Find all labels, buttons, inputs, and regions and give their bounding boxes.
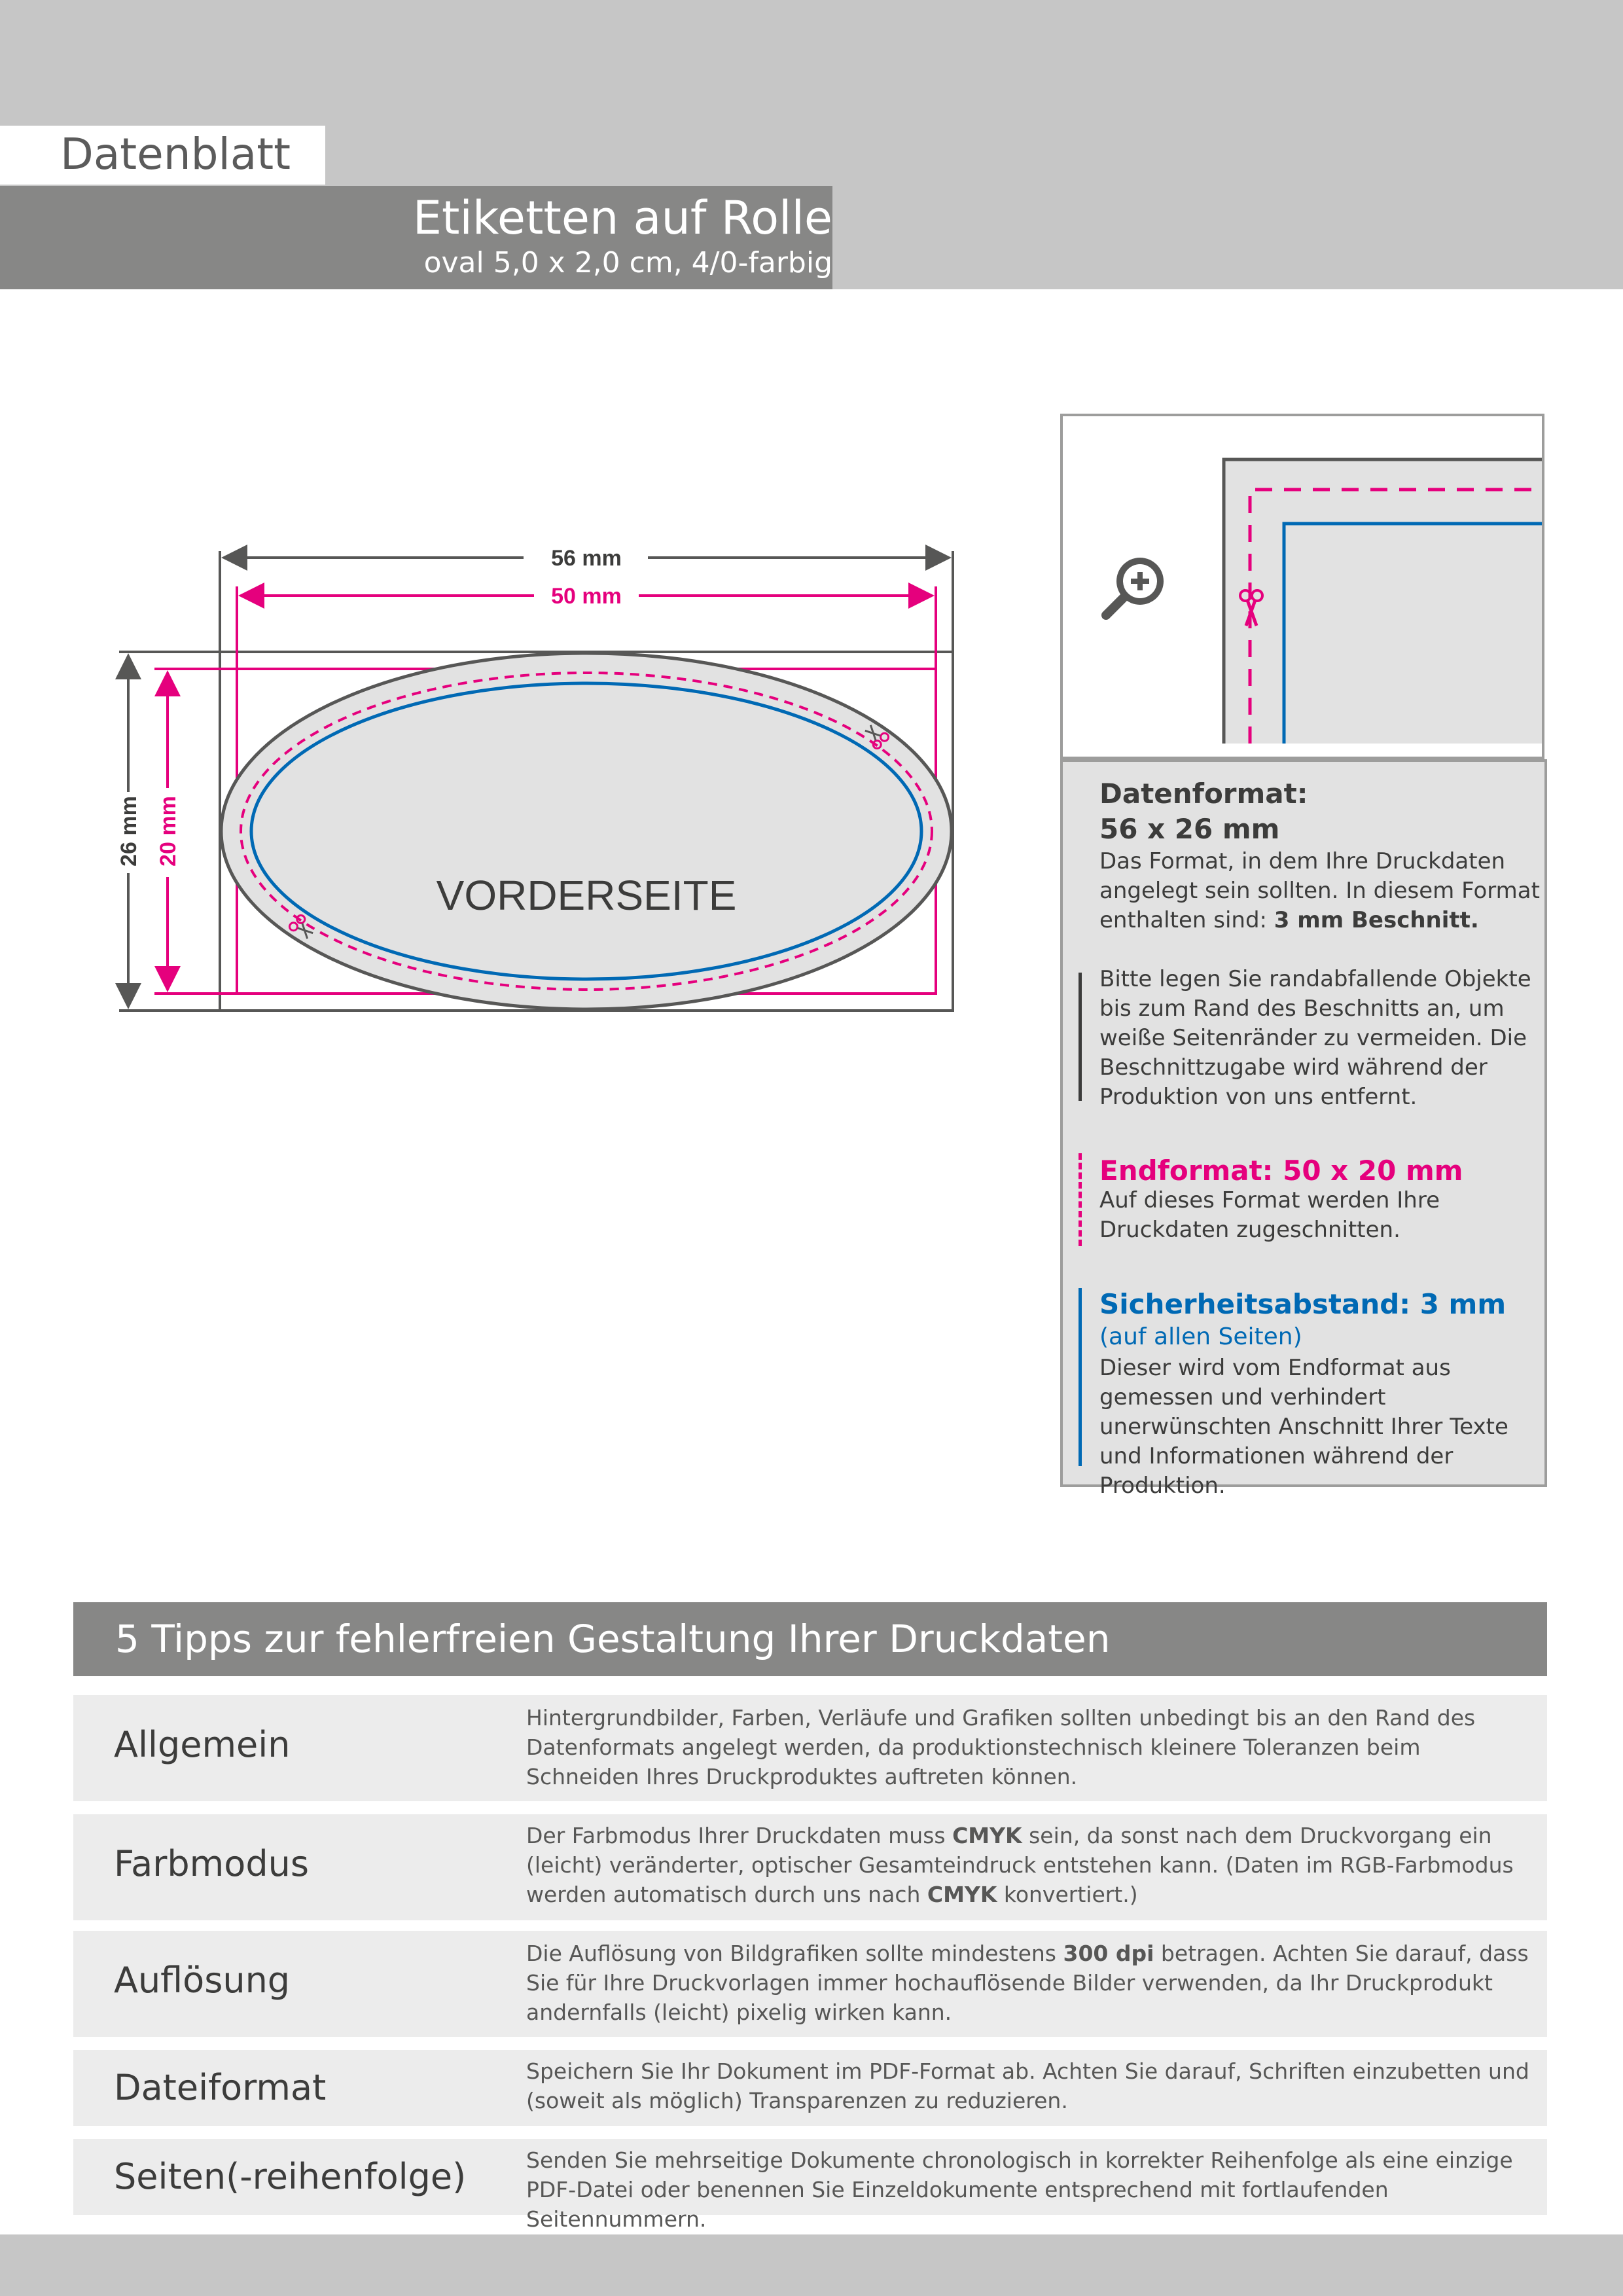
tip-text: Der Farbmodus Ihrer Druckdaten muss CMYK sein, da sonst nach dem Druckvorgang ein (leicht) veränderter, optischer Gesamteindruck entstehen kann. (Daten im RGB-Farbmodus werden automatisch durch uns nach CMYK konvertiert.): [526, 1823, 1514, 1907]
tip-label: Seiten(-reihenfolge): [114, 2156, 467, 2197]
width-total-label: 56 mm: [551, 546, 622, 571]
section-label: Datenblatt: [60, 129, 291, 179]
label-diagram: [0, 511, 995, 1047]
safety-bar: [1079, 1288, 1082, 1466]
safety-subtitle: (auf allen Seiten): [1099, 1323, 1302, 1350]
tip-label: Dateiformat: [114, 2067, 327, 2108]
side-label: VORDERSEITE: [436, 872, 737, 919]
height-total-label: 26 mm: [116, 796, 141, 867]
tips-title: 5 Tipps zur fehlerfreien Gestaltung Ihrer Druckdaten: [115, 1617, 1111, 1661]
datenformat-title: Datenformat:: [1099, 778, 1308, 810]
zoom-detail-box: [1060, 414, 1544, 759]
product-title: Etiketten auf Rolle: [412, 191, 832, 245]
datenformat-size: 56 x 26 mm: [1099, 813, 1280, 845]
datenformat-text: Das Format, in dem Ihre Druckdaten angelegt sein sollten. In diesem Format enthalten sind: 3 mm Beschnitt.: [1099, 848, 1540, 933]
safety-text: Dieser wird vom Endformat aus gemessen und verhindert unerwünschten Anschnitt Ihrer Texte und Informationen während der Produktion.: [1099, 1355, 1508, 1499]
bleed-bar: [1079, 973, 1082, 1101]
endformat-bar: [1079, 1153, 1082, 1246]
height-final-label: 20 mm: [156, 796, 181, 867]
label-outer-oval: [221, 653, 952, 1009]
tip-text: Speichern Sie Ihr Dokument im PDF-Format ab. Achten Sie darauf, Schriften einzubetten und (soweit als möglich) Transparenzen zu reduzieren.: [526, 2058, 1529, 2113]
footer-band: [0, 2234, 1623, 2296]
endformat-title: Endformat: 50 x 20 mm: [1099, 1155, 1463, 1187]
endformat-text: Auf dieses Format werden Ihre Druckdaten zugeschnitten.: [1099, 1187, 1440, 1243]
tip-label: Auflösung: [114, 1960, 291, 2001]
zoom-in-icon: [1106, 558, 1164, 615]
tip-text: Senden Sie mehrseitige Dokumente chronologisch in korrekter Reihenfolge als eine einzige PDF-Datei oder benennen Sie Einzeldokumente entsprechend mit fortlaufenden Seitennummern.: [526, 2147, 1513, 2232]
safety-title: Sicherheitsabstand: 3 mm: [1099, 1288, 1507, 1320]
bleed-text: Bitte legen Sie randabfallende Objekte bis zum Rand des Beschnitts an, um weiße Seitenränder zu vermeiden. Die Beschnittzugabe wird während der Produktion von uns entfernt.: [1099, 966, 1531, 1110]
tip-label: Allgemein: [114, 1724, 291, 1765]
tip-text: Die Auflösung von Bildgrafiken sollte mindestens 300 dpi betragen. Achten Sie darauf, dass Sie für Ihre Druckvorlagen immer hochauflösende Bilder verwenden, da Ihr Druckprodukt andernfalls (leicht) pixelig wirken kann.: [526, 1941, 1529, 2025]
width-final-label: 50 mm: [551, 584, 622, 609]
tip-label: Farbmodus: [114, 1843, 309, 1884]
product-subtitle: oval 5,0 x 2,0 cm, 4/0-farbig: [423, 246, 832, 279]
tip-text: Hintergrundbilder, Farben, Verläufe und Grafiken sollten unbedingt bis an den Rand des Datenformats angelegt werden, da produktionstechnisch kleinere Toleranzen beim Schneiden Ihres Druckproduktes auftreten können.: [526, 1705, 1476, 1789]
